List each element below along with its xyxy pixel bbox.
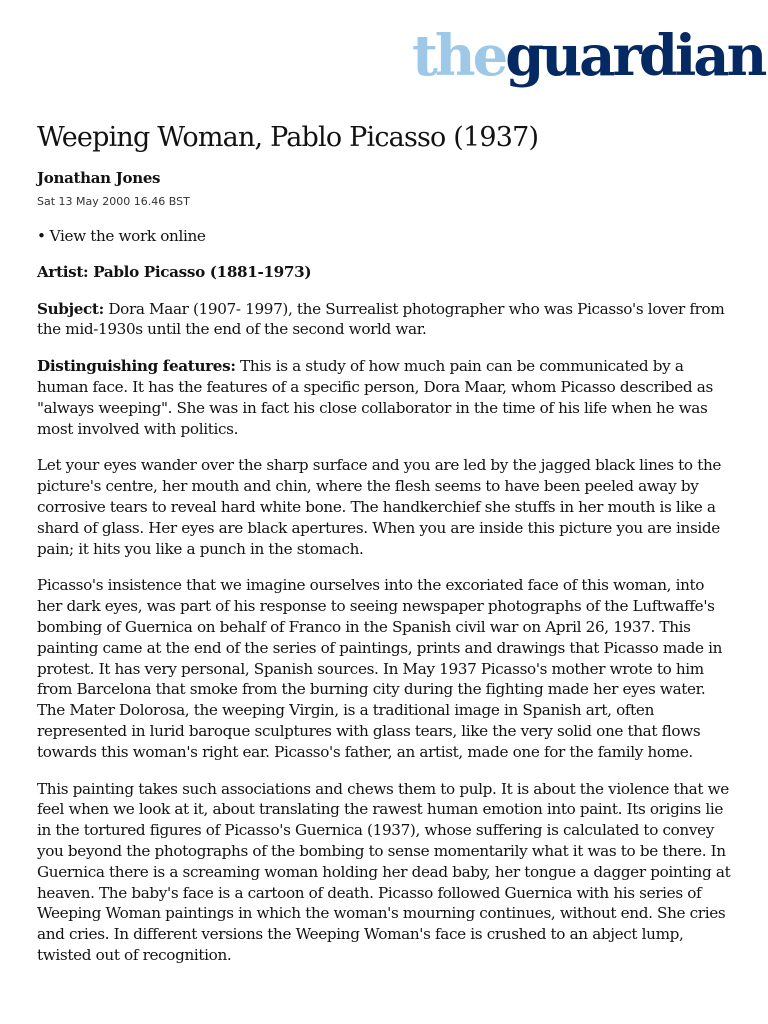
features-label: Distinguishing features:	[37, 357, 236, 376]
paragraph-4: Picasso's insistence that we imagine ourselves into the excoriated face of this woman, into her dark eyes, was part of his response to seeing newspaper photographs of the Luftwaffe's bombing of Guernica on behalf of Franco in the Spanish civil war on April 26, 1937. This painting came at the end of the series of paintings, prints and drawings that Picasso made in protest. It has very personal, Spanish sources. In May 1937 Picasso's mother wrote to him from Barcelona that smoke from the burning city during the fighting made her eyes water. The Mater Dolorosa, the weeping Virgin, is a traditional image in Spanish art, often represented in lurid baroque sculptures with glass tears, like the very solid one that flows towards this woman's right ear. Picasso's father, an artist, made one for the family home.	[37, 576, 723, 761]
guardian-logo[interactable]	[412, 23, 765, 89]
view-work-online-link[interactable]: View the work online	[49, 227, 206, 245]
features-paragraph	[37, 356, 731, 439]
view-online-line	[37, 226, 731, 247]
paragraph-3: Let your eyes wander over the sharp surface and you are led by the jagged black lines to the picture's centre, her mouth and chin, where the flesh seems to have been peeled away by corrosive tears to reveal hard white bone. The handkerchief she stuffs in her mouth is like a shard of glass. Her eyes are black apertures. When you are inside this picture you are inside pain; it hits you like a punch in the stomach.	[37, 456, 722, 558]
subject-paragraph	[37, 299, 731, 341]
author-byline[interactable]: Jonathan Jones	[37, 169, 161, 187]
publish-date: Sat 13 May 2000 16.46 BST	[37, 195, 190, 208]
artist-paragraph	[37, 262, 731, 283]
paragraph-5: This painting takes such associations and chews them to pulp. It is about the violence that we feel when we look at it, about translating the rawest human emotion into paint. Its origins lie in the tortured figures of Picasso's Guernica (1937), whose suffering is calculated to convey you beyond the photographs of the bombing to sense momentarily what it was to be there. In Guernica there is a screaming woman holding her dead baby, her tongue a dagger pointing at heaven. The baby's face is a cartoon of death. Picasso followed Guernica with his series of Weeping Woman paintings in which the woman's mourning continues, without end. She cries and cries. In different versions the Weeping Woman's face is crushed to an abject lump, twisted out of recognition.	[37, 779, 731, 964]
article-body	[37, 226, 731, 982]
logo-the: the	[412, 23, 506, 89]
subject-text: Dora Maar (1907- 1997), the Surrealist photographer who was Picasso's lover from the mid-1930s until the end of the second world war.	[37, 299, 725, 339]
subject-label: Subject:	[37, 299, 104, 318]
features-text: This is a study of how much pain can be communicated by a human face. It has the features of a specific person, Dora Maar, whom Picasso described as "always weeping". She was in fact his close collaborator in the time of his life when he was most involved with politics.	[37, 357, 713, 438]
artist-line: Artist: Pablo Picasso (1881-1973)	[37, 262, 312, 281]
logo-guardian: guardian	[505, 23, 765, 89]
bullet: •	[37, 227, 46, 245]
article-headline: Weeping Woman, Pablo Picasso (1937)	[37, 122, 539, 153]
